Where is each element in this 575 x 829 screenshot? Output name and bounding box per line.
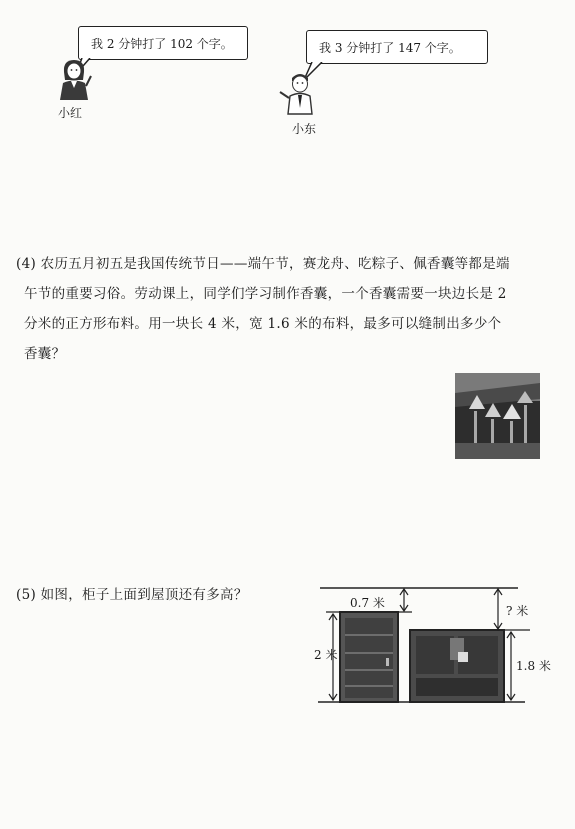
problem-4-line: 香囊？ (24, 346, 66, 362)
door-cabinet-diagram (300, 580, 560, 715)
label-gap-left: 0.7 米 (350, 596, 385, 610)
problem-4-line: (4) 农历五月初五是我国传统节日——端午节，赛龙舟、吃粽子、佩香囊等都是端 (16, 256, 510, 272)
name-xiaodong: 小东 (292, 122, 317, 136)
boy-figure-icon (278, 68, 322, 116)
speech-bubble-xiaohong (78, 26, 248, 60)
speech-bubble-xiaodong (306, 30, 488, 64)
problem-4-line: 分米的正方形布料。用一块长 4 米，宽 1.6 米的布料，最多可以缝制出多少个 (24, 316, 502, 332)
problem-4-line: 午节的重要习俗。劳动课上，同学们学习制作香囊，一个香囊需要一块边长是 2 (24, 286, 507, 302)
label-gap-right: ? 米 (506, 604, 529, 618)
speech-text-xiaodong: 我 3 分钟打了 147 个字。 (319, 41, 461, 55)
label-door-height: 2 米 (314, 648, 338, 662)
speech-text-xiaohong: 我 2 分钟打了 102 个字。 (91, 37, 233, 51)
name-xiaohong: 小红 (58, 106, 83, 120)
label-cabinet-height: 1.8 米 (516, 659, 551, 673)
sachet-photo (455, 373, 540, 459)
problem-4-text (16, 249, 561, 369)
problem-5-line: (5) 如图，柜子上面到屋顶还有多高？ (16, 587, 248, 603)
girl-figure-icon (54, 56, 94, 102)
